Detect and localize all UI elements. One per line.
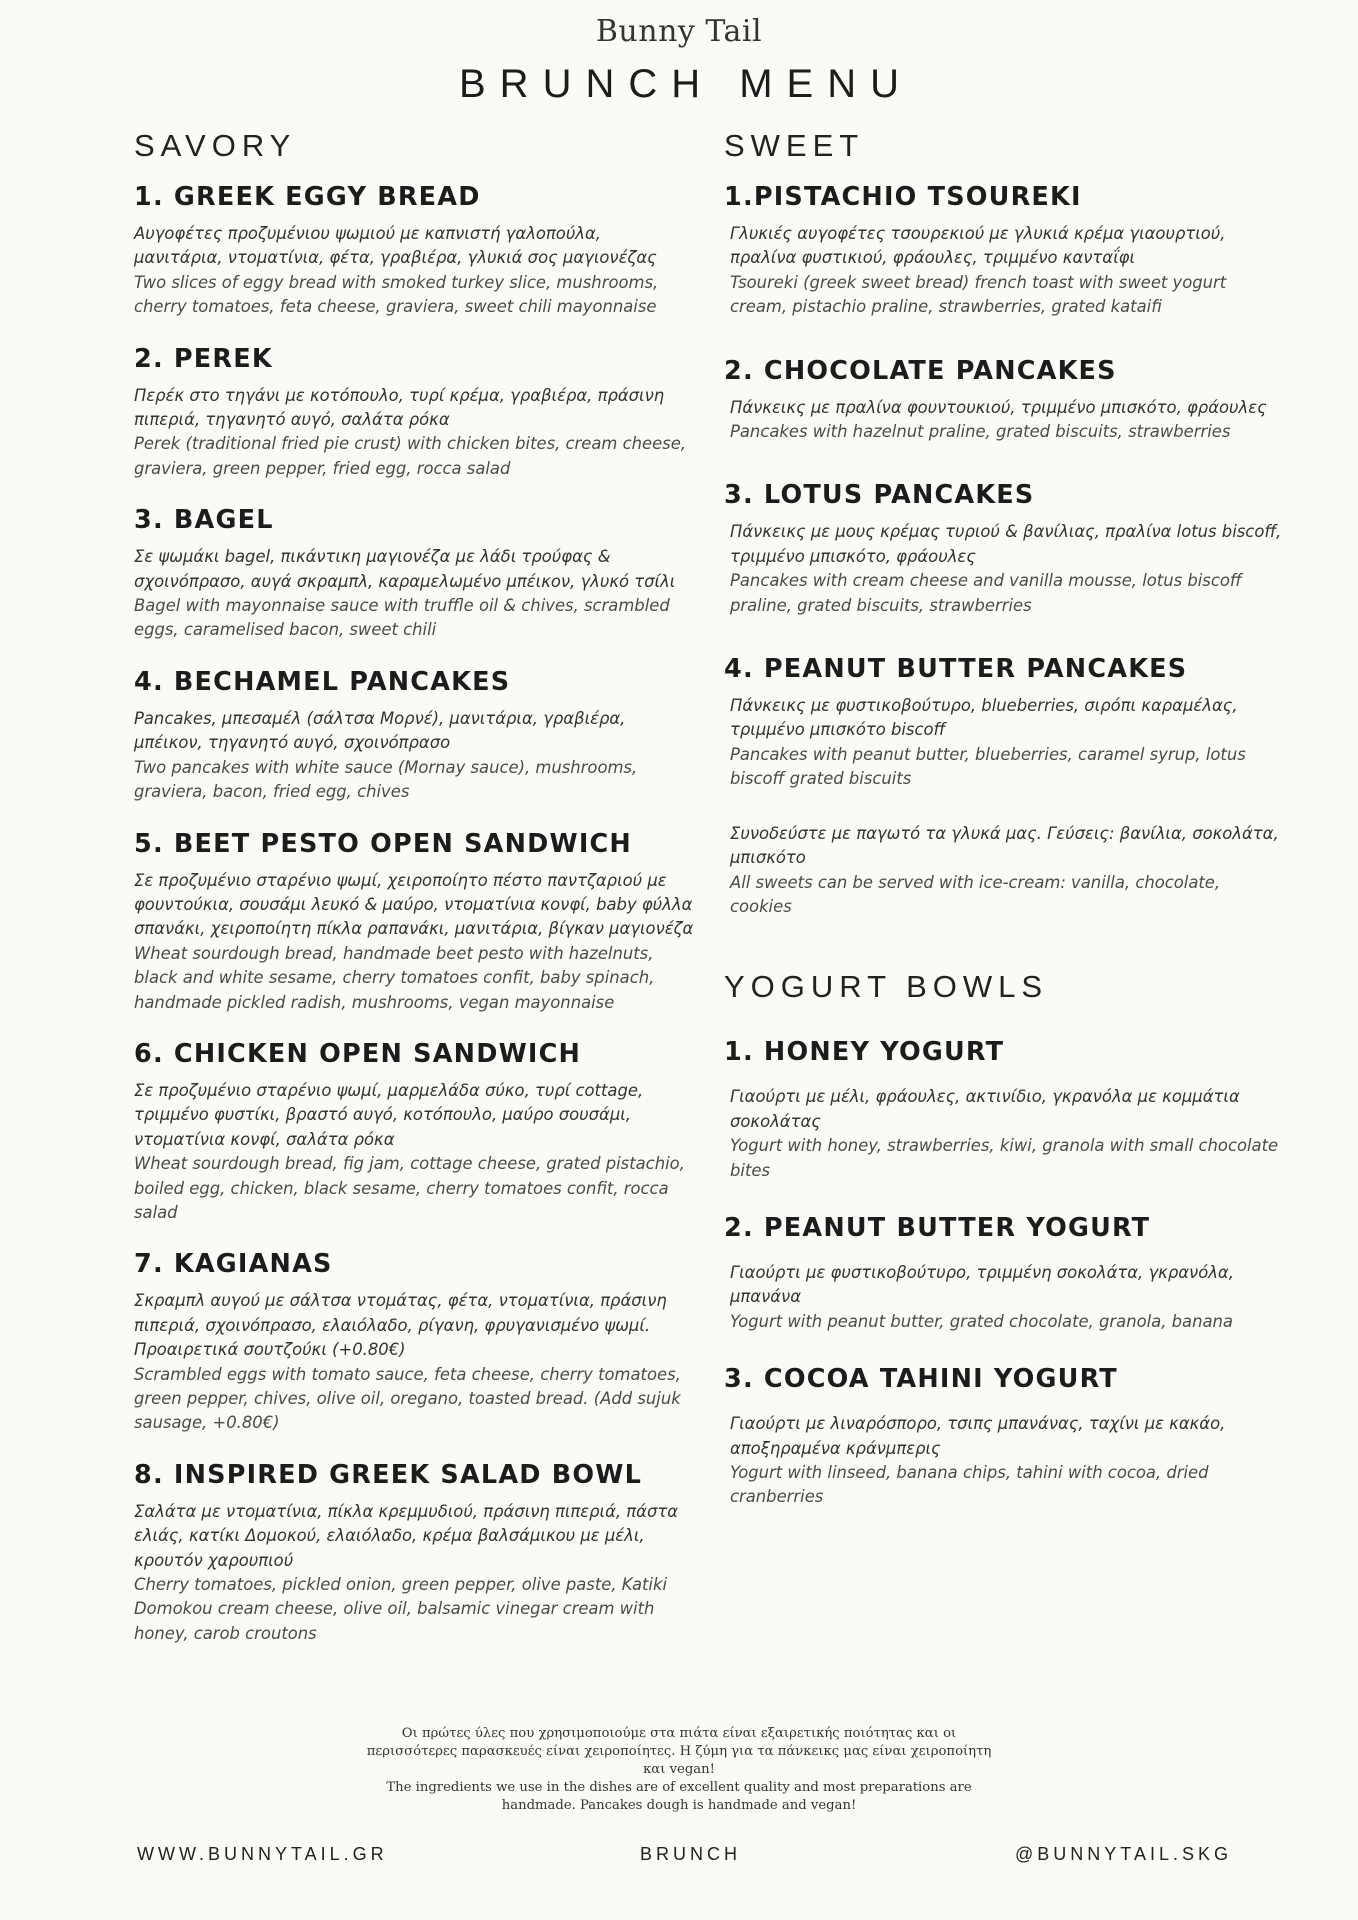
item-description-english: Yogurt with honey, strawberries, kiwi, granola with small chocolate bites	[730, 1136, 1279, 1180]
item-title: 1. HONEY YOGURT	[724, 1037, 1005, 1068]
item-title: 8. INSPIRED GREEK SALAD BOWL	[134, 1459, 643, 1490]
item-description-english: Pancakes with cream cheese and vanilla mousse, lotus biscoff praline, grated biscuits, strawberries	[730, 571, 1242, 615]
item-title: 4. PEANUT BUTTER PANCAKES	[724, 654, 1188, 685]
item-title: 3. COCOA TAHINI YOGURT	[724, 1364, 1118, 1395]
item-description-english: Yogurt with peanut butter, grated chocolate, granola, banana	[730, 1311, 1233, 1331]
item-description-greek: Περέκ στο τηγάνι με κοτόπουλο, τυρί κρέμα, γραβιέρα, πράσινη πιπεριά, τηγανητό αυγό, σαλάτα ρόκα	[134, 385, 665, 430]
menu-item	[724, 654, 1284, 792]
item-description-greek: Γιαούρτι με λιναρόσπορο, τσιπς μπανάνας, ταχίνι με κακάο, αποξηραμένα κράνμπερις	[730, 1414, 1226, 1458]
menu-item	[134, 505, 694, 643]
item-title: 2. CHOCOLATE PANCAKES	[724, 355, 1117, 386]
ice-cream-note	[724, 822, 1284, 920]
savory-column	[134, 128, 694, 1666]
item-description-english: Tsoureki (greek sweet bread) french toast with sweet yogurt cream, pistachio praline, strawberries, grated kataifi	[730, 272, 1227, 317]
item-description-greek: Πάνκεικς με μους κρέμας τυριού & βανίλιας, πραλίνα lotus biscoff, τριμμένο μπισκότο, φράουλες	[730, 522, 1282, 566]
menu-item	[724, 1037, 1284, 1183]
item-description-english: Wheat sourdough bread, fig jam, cottage cheese, grated pistachio, boiled egg, chicken, black sesame, cherry tomatoes confit, rocca salad	[134, 1154, 685, 1222]
item-description-english: Perek (traditional fried pie crust) with chicken bites, cream cheese, graviera, green pepper, fried egg, rocca salad	[134, 434, 686, 478]
menu-item	[724, 1213, 1284, 1334]
yogurt-section-title: YOGURT BOWLS	[724, 969, 1049, 1005]
item-description-greek: Σκραμπλ αυγού με σάλτσα ντομάτας, φέτα, ντοματίνια, πράσινη πιπεριά, σχοινόπρασο, ελαιόλαδο, ρίγανη, φρυγανισμένο ψωμί. Προαιρετικά σουτζούκι (+0.80€)	[134, 1291, 667, 1360]
item-description-english: Pancakes with peanut butter, blueberries, caramel syrup, lotus biscoff grated biscuits	[730, 744, 1246, 789]
item-description-greek: Pancakes, μπεσαμέλ (σάλτσα Μορνέ), μανιτάρια, γραβιέρα, μπέικον, τηγανητό αυγό, σχοινόπρασο	[134, 708, 626, 753]
website-link[interactable]: WWW.BUNNYTAIL.GR	[137, 1844, 388, 1864]
item-description-english: Wheat sourdough bread, handmade beet pesto with hazelnuts, black and white sesame, cherry tomatoes confit, baby spinach, handmade pickled radish, mushrooms, vegan mayonnaise	[134, 943, 655, 1012]
brand-name: Bunny Tail	[595, 14, 763, 49]
menu-item	[724, 480, 1284, 618]
social-handle[interactable]: @BUNNYTAIL.SKG	[1015, 1844, 1232, 1864]
menu-item	[134, 667, 694, 805]
item-description-english: Two pancakes with white sauce (Mornay sauce), mushrooms, graviera, bacon, fried egg, chives	[134, 757, 638, 802]
item-description-english: Pancakes with hazelnut praline, grated biscuits, strawberries	[730, 422, 1231, 442]
sweet-column	[724, 128, 1284, 1530]
item-title: 3. BAGEL	[134, 505, 274, 536]
item-title: 6. CHICKEN OPEN SANDWICH	[134, 1038, 582, 1069]
item-description-english: Bagel with mayonnaise sauce with truffle oil & chives, scrambled eggs, caramelised bacon, sweet chili	[134, 596, 670, 640]
item-description-greek: Σαλάτα με ντοματίνια, πίκλα κρεμμυδιού, πράσινη πιπεριά, πάστα ελιάς, κατίκι Δομοκού, ελαιόλαδο, κρέμα βαλσάμικου με μέλι, κρουτόν χαρουπιού	[134, 1501, 679, 1570]
item-description-english: Two slices of eggy bread with smoked turkey slice, mushrooms, cherry tomatoes, feta cheese, graviera, sweet chili mayonnaise	[134, 272, 659, 317]
ingredients-note-greek: Οι πρώτες ύλες που χρησιμοποιούμε στα πιάτα είναι εξαιρετικής ποιότητας και οι περισσότερες παρασκευές είναι χειροποίητες. Η ζύμη για τα πάνκεικς μας είναι χειροποίητη και vegan!	[366, 1726, 992, 1777]
menu-item	[134, 1249, 694, 1435]
item-title: 1.PISTACHIO TSOUREKI	[724, 182, 1082, 212]
item-description-greek: Πάνκεικς με φυστικοβούτυρο, blueberries, σιρόπι καραμέλας, τριμμένο μπισκότο biscoff	[730, 696, 1238, 740]
menu-item	[134, 829, 694, 1015]
menu-item	[724, 1364, 1284, 1510]
item-description-greek: Σε προζυμένιο σταρένιο ψωμί, χειροποίητο πέστο παντζαριού με φουντούκια, σουσάμι λευκό & μαύρο, ντοματίνια κονφί, baby φύλλα σπανάκι, χειροποίητη πίκλα ραπανάκι, μανιτάρια, βίγκαν μαγιονέζα	[134, 870, 694, 939]
ingredients-note	[0, 1725, 1358, 1815]
item-title: 5. BEET PESTO OPEN SANDWICH	[134, 828, 632, 859]
item-description-greek: Αυγοφέτες προζυμένιου ψωμιού με καπνιστή γαλοπούλα, μανιτάρια, ντοματίνια, φέτα, γραβιέρα, γλυκιά σος μαγιονέζας	[134, 224, 657, 268]
footer-center-label: BRUNCH	[640, 1844, 742, 1864]
item-description-english: Cherry tomatoes, pickled onion, green pepper, olive paste, Katiki Domokou cream cheese, olive oil, balsamic vinegar cream with honey, carob croutons	[134, 1575, 668, 1643]
item-description-greek: Σε προζυμένιο σταρένιο ψωμί, μαρμελάδα σύκο, τυρί cottage, τριμμένο φυστίκι, βραστό αυγό, κοτόπουλο, μαύρο σουσάμι, ντοματίνια κονφί, σαλάτα ρόκα	[134, 1080, 644, 1149]
yogurt-section	[724, 969, 1284, 1509]
item-title: 4. BECHAMEL PANCAKES	[134, 666, 511, 697]
item-description-greek: Γιαούρτι με μέλι, φράουλες, ακτινίδιο, γκρανόλα με κομμάτια σοκολάτας	[730, 1087, 1240, 1131]
item-description-greek: Πάνκεικς με πραλίνα φουντουκιού, τριμμένο μπισκότο, φράουλες	[730, 397, 1267, 417]
item-title: 3. LOTUS PANCAKES	[724, 480, 1035, 511]
menu-item	[724, 182, 1284, 320]
item-title: 1. GREEK EGGY BREAD	[134, 182, 481, 212]
menu-item	[134, 1460, 694, 1646]
item-title: 2. PEREK	[134, 343, 273, 374]
item-description-english: Yogurt with linseed, banana chips, tahini with cocoa, dried cranberries	[730, 1462, 1209, 1507]
ingredients-note-english: The ingredients we use in the dishes are of excellent quality and most preparations are handmade. Pancakes dough is handmade and vegan!	[386, 1780, 972, 1813]
item-title: 2. PEANUT BUTTER YOGURT	[724, 1212, 1151, 1243]
menu-item	[134, 1039, 694, 1225]
savory-section-title: SAVORY	[134, 128, 297, 163]
note-greek: Συνοδεύστε με παγωτό τα γλυκά μας. Γεύσεις: βανίλια, σοκολάτα, μπισκότο	[730, 823, 1279, 868]
menu-item	[134, 344, 694, 482]
menu-title: BRUNCH MENU	[459, 62, 913, 106]
item-description-greek: Γιαούρτι με φυστικοβούτυρο, τριμμένη σοκολάτα, γκρανόλα, μπανάνα	[730, 1262, 1234, 1307]
item-description-greek: Γλυκιές αυγοφέτες τσουρεκιού με γλυκιά κρέμα γιαουρτιού, πραλίνα φυστικιού, φράουλες, τριμμένο κανταΐφι	[730, 224, 1226, 268]
note-english: All sweets can be served with ice-cream: vanilla, chocolate, cookies	[730, 872, 1221, 916]
item-description-greek: Σε ψωμάκι bagel, πικάντικη μαγιονέζα με λάδι τρούφας & σχοινόπρασο, αυγά σκραμπλ, καραμελωμένο μπέικον, γλυκό τσίλι	[134, 547, 676, 591]
item-description-english: Scrambled eggs with tomato sauce, feta cheese, cherry tomatoes, green pepper, chives, olive oil, oregano, toasted bread. (Add sujuk sausage, +0.80€)	[134, 1364, 681, 1433]
menu-item	[724, 356, 1284, 445]
menu-item	[134, 182, 694, 320]
item-title: 7. KAGIANAS	[134, 1249, 333, 1280]
sweet-section-title: SWEET	[724, 128, 865, 163]
